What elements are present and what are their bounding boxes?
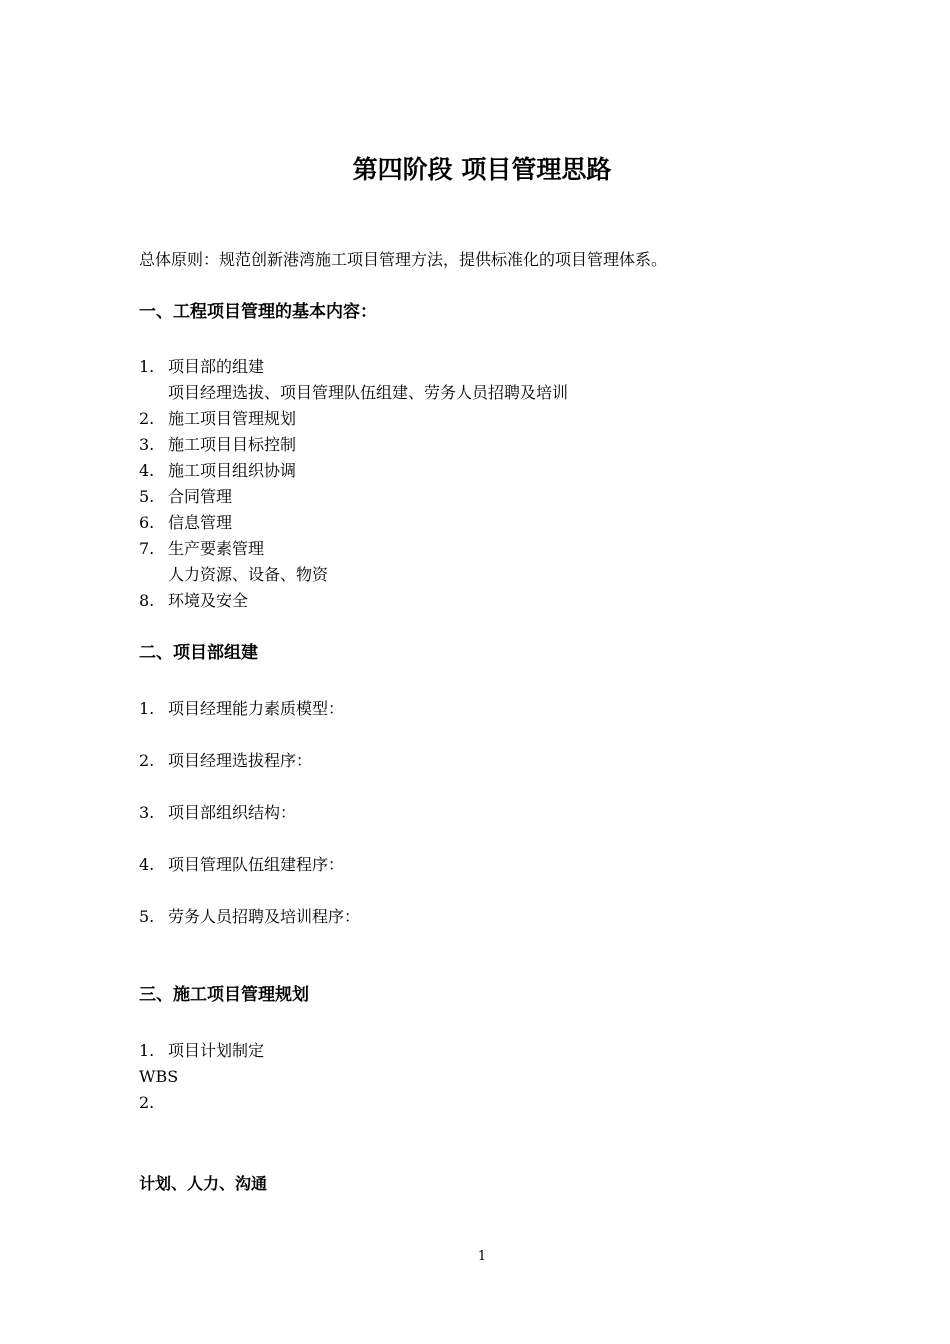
list-text: 信息管理 [168,513,233,532]
list-text: 项目经理选拔程序： [168,751,313,770]
list-number: 2. [139,409,155,428]
list-text: 生产要素管理 [168,539,265,558]
list-number: 1. [139,357,155,376]
list-text: 施工项目管理规划 [168,409,297,428]
list-number: 4. [139,855,155,874]
list-text: 施工项目组织协调 [168,461,297,480]
list-text: 合同管理 [168,487,233,506]
section1-heading: 一、工程项目管理的基本内容： [139,302,377,322]
list-text: 劳务人员招聘及培训程序： [168,907,361,926]
list-text: 施工项目目标控制 [168,435,297,454]
list-number: 2. [139,1093,155,1112]
list-text: 环境及安全 [168,591,249,610]
list-item [139,803,296,823]
list-item [139,591,248,611]
wbs-label: WBS [139,1067,179,1086]
list-text: 项目计划制定 [168,1041,265,1060]
list-number: 3. [139,803,155,822]
list-item [139,513,232,533]
list-item [139,461,296,481]
list-number: 5. [139,487,155,506]
principle-text: 总体原则：规范创新港湾施工项目管理方法，提供标准化的项目管理体系。 [139,250,668,269]
section2-heading: 二、项目部组建 [139,643,258,663]
list-item [139,1041,264,1061]
list-number: 4. [139,461,155,480]
list-item [139,699,344,719]
list-text: 项目部的组建 [168,357,265,376]
page-title: 第四阶段 项目管理思路 [352,155,612,184]
list-number: 7. [139,539,155,558]
page-number: 1 [477,1249,487,1264]
list-item [139,855,344,875]
section3-heading: 三、施工项目管理规划 [139,985,309,1005]
list-item [139,409,296,429]
list-text: 项目经理能力素质模型： [168,699,345,718]
list-subtext: 项目经理选拔、项目管理队伍组建、劳务人员招聘及培训 [168,383,569,402]
list-item [139,751,312,771]
list-number: 8. [139,591,155,610]
list-item [139,539,264,559]
list-item [139,435,296,455]
footer-heading: 计划、人力、沟通 [139,1174,268,1193]
list-number: 1. [139,1041,155,1060]
list-number: 3. [139,435,155,454]
list-item [139,357,264,377]
list-number: 1. [139,699,155,718]
list-text: 项目部组织结构： [168,803,297,822]
list-number: 6. [139,513,155,532]
list-number: 5. [139,907,155,926]
list-item [139,907,360,927]
list-number: 2. [139,751,155,770]
list-item [139,487,232,507]
list-subtext: 人力资源、设备、物资 [168,565,329,584]
list-text: 项目管理队伍组建程序： [168,855,345,874]
